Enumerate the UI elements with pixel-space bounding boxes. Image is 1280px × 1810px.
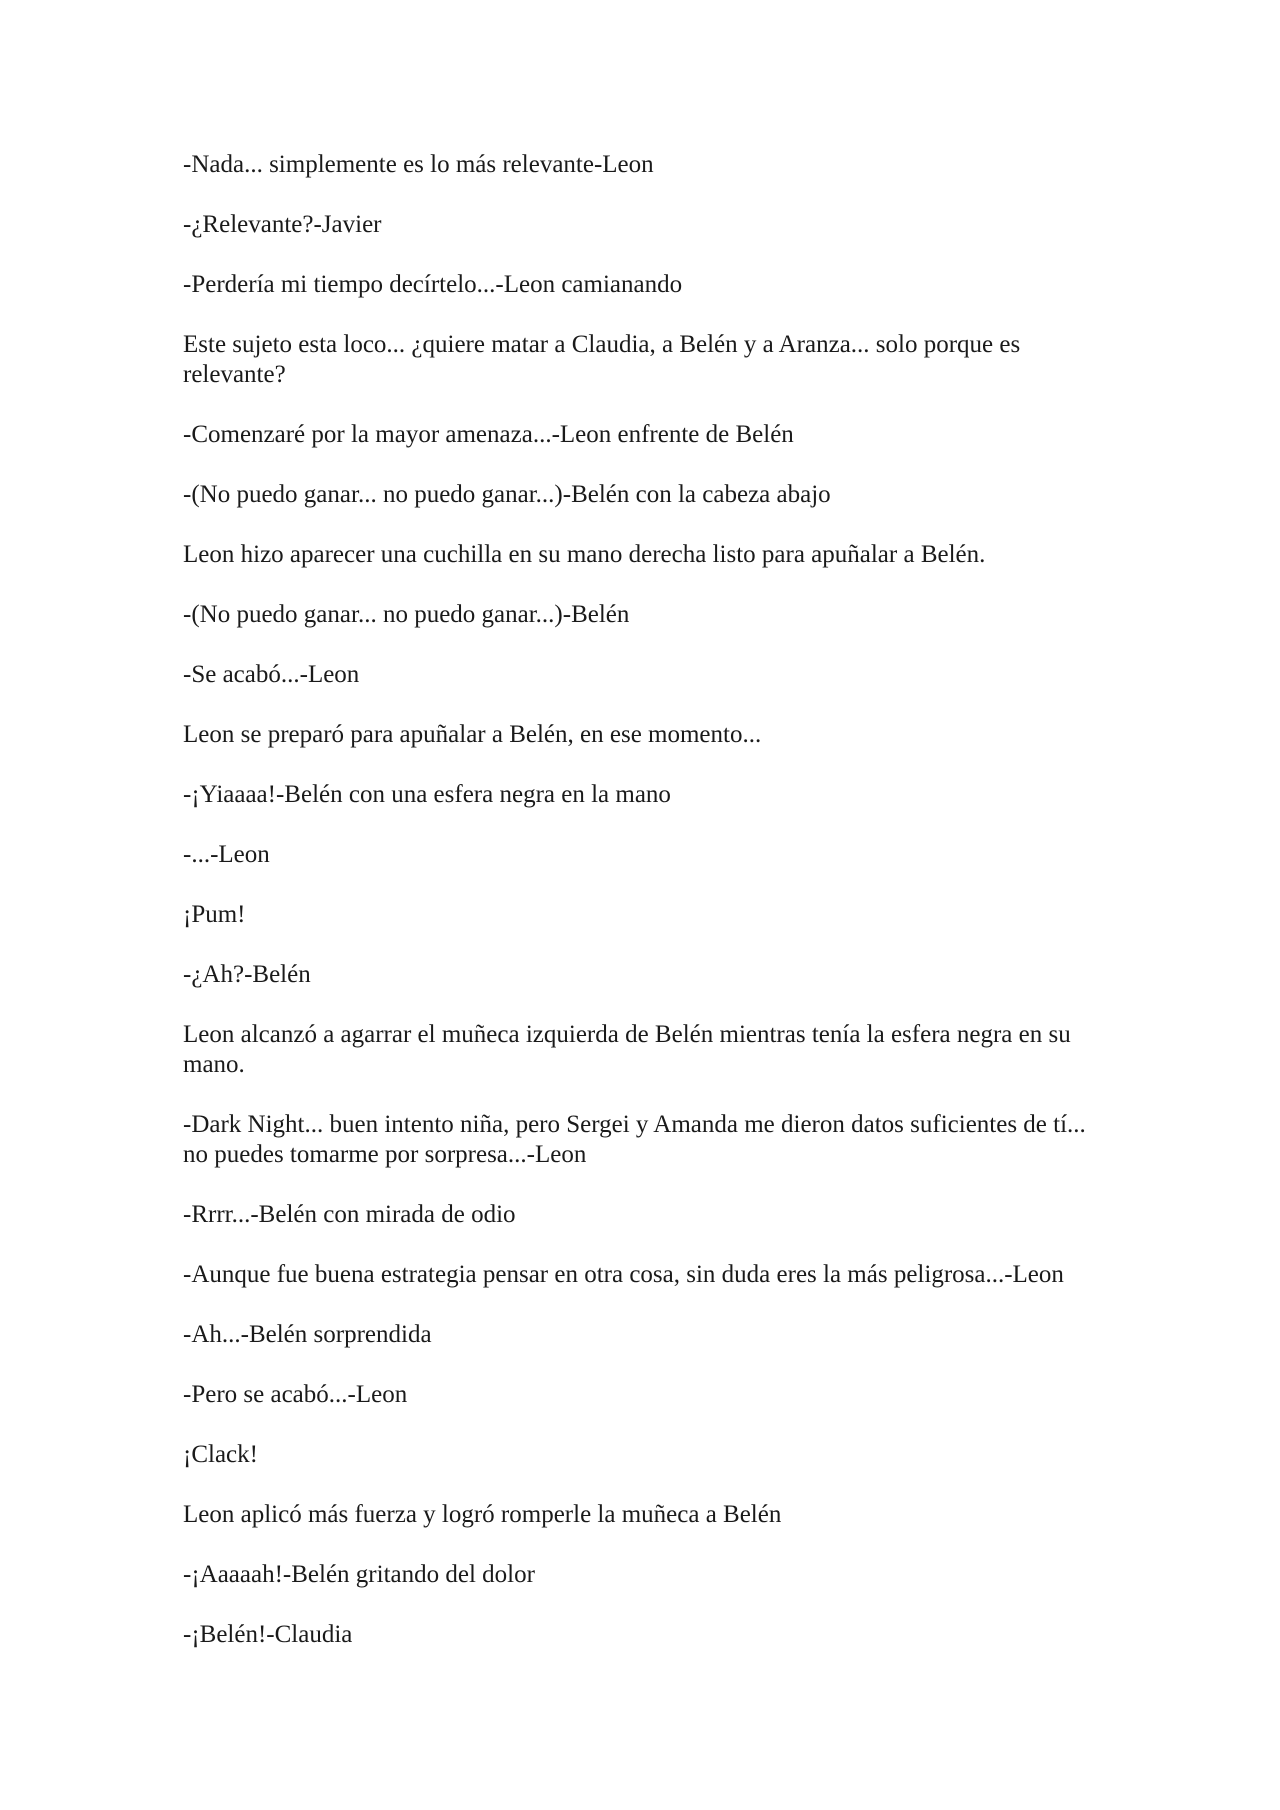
- paragraph: ¡Clack!: [183, 1441, 258, 1468]
- paragraph: ¡Pum!: [183, 901, 246, 928]
- paragraph: -¿Relevante?-Javier: [183, 211, 382, 238]
- paragraph: -(No puedo ganar... no puedo ganar...)-Belén con la cabeza abajo: [183, 481, 831, 508]
- paragraph: -Aunque fue buena estrategia pensar en otra cosa, sin duda eres la más peligrosa...-Leon: [183, 1261, 1064, 1288]
- paragraph: -¡Aaaaah!-Belén gritando del dolor: [183, 1561, 535, 1588]
- paragraph: -Nada... simplemente es lo más relevante-Leon: [183, 151, 654, 178]
- paragraph: -Rrrr...-Belén con mirada de odio: [183, 1201, 516, 1228]
- paragraph: -¡Belén!-Claudia: [183, 1621, 353, 1648]
- paragraph: -...-Leon: [183, 841, 270, 868]
- paragraph: -Ah...-Belén sorprendida: [183, 1321, 432, 1348]
- paragraph: -Perdería mi tiempo decírtelo...-Leon camianando: [183, 271, 683, 298]
- document-body: [183, 150, 1103, 1680]
- paragraph: -Pero se acabó...-Leon: [183, 1381, 408, 1408]
- paragraph: -Comenzaré por la mayor amenaza...-Leon enfrente de Belén: [183, 421, 794, 448]
- paragraph: -(No puedo ganar... no puedo ganar...)-Belén: [183, 601, 630, 628]
- paragraph: Este sujeto esta loco... ¿quiere matar a Claudia, a Belén y a Aranza... solo porque es relevante?: [183, 331, 1021, 388]
- paragraph: -¿Ah?-Belén: [183, 961, 311, 988]
- paragraph: Leon hizo aparecer una cuchilla en su mano derecha listo para apuñalar a Belén.: [183, 541, 986, 568]
- paragraph: Leon aplicó más fuerza y logró romperle la muñeca a Belén: [183, 1501, 782, 1528]
- paragraph: Leon alcanzó a agarrar el muñeca izquierda de Belén mientras tenía la esfera negra en su mano.: [183, 1021, 1071, 1078]
- paragraph: Leon se preparó para apuñalar a Belén, en ese momento...: [183, 721, 762, 748]
- paragraph: -¡Yiaaaa!-Belén con una esfera negra en la mano: [183, 781, 671, 808]
- paragraph: -Dark Night... buen intento niña, pero Sergei y Amanda me dieron datos suficientes de tí... no puedes tomarme por sorpresa...-Leon: [183, 1111, 1086, 1168]
- paragraph: -Se acabó...-Leon: [183, 661, 360, 688]
